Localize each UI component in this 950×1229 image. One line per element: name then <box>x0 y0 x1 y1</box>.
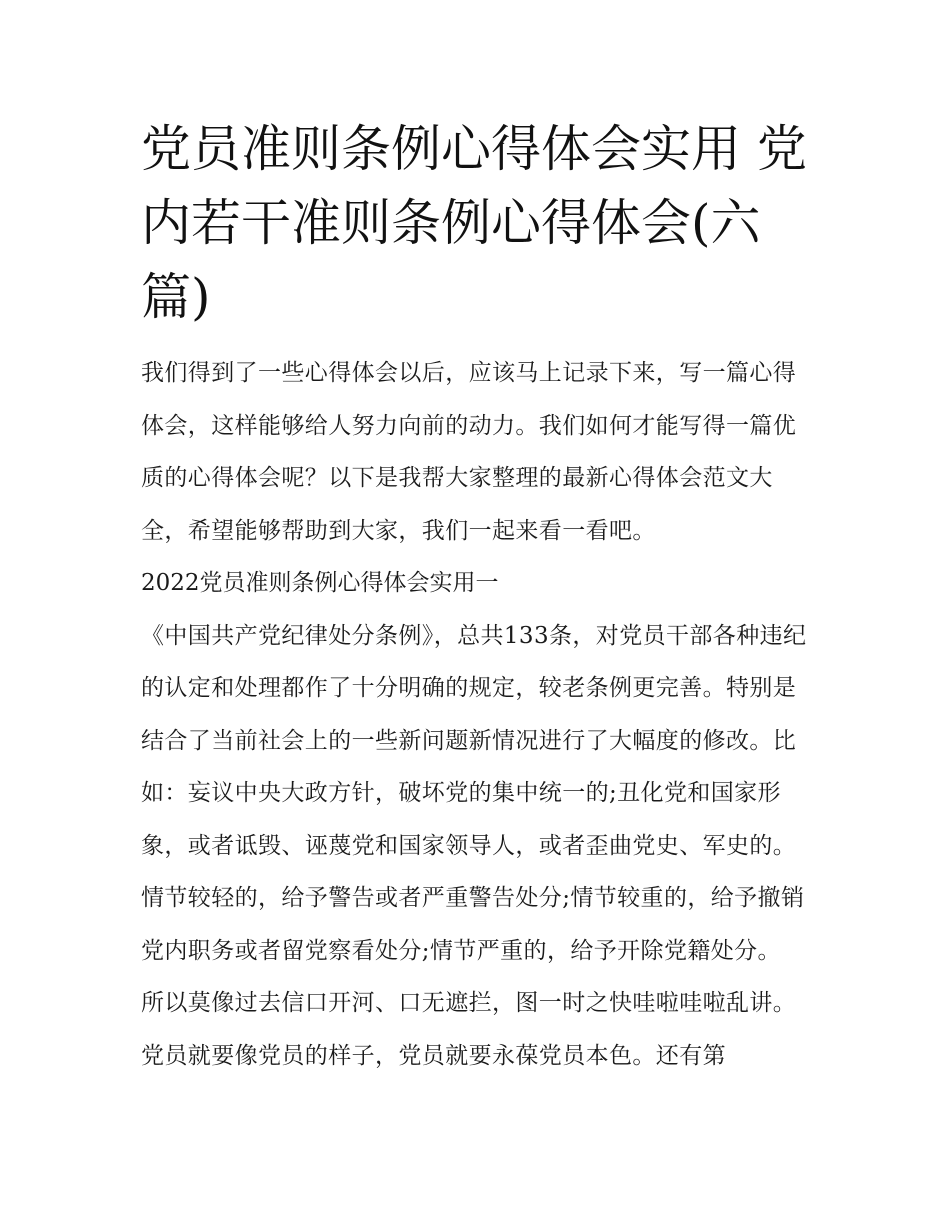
section-heading: 2022党员准则条例心得体会实用一 <box>141 570 499 596</box>
document-body <box>141 112 813 1082</box>
body-paragraph: 《中国共产党纪律处分条例》，总共133条，对党员干部各种违纪的认定和处理都作了十分明确的规定，较老条例更完善。特别是结合了当前社会上的一些新问题新情况进行了大幅度的修改。比如：妄议中央大政方针，破坏党的集中统一的;丑化党和国家形象，或者诋毁、诬蔑党和国家领导人，或者歪曲党史、军史的。情节较轻的，给予警告或者严重警告处分;情节较重的，给予撤销党内职务或者留党察看处分;情节严重的，给予开除党籍处分。 <box>141 622 807 964</box>
body-paragraph: 所以莫像过去信口开河、口无遮拦，图一时之快哇啦哇啦乱讲。党员就要像党员的样子，党员就要永葆党员本色。还有第 <box>141 990 797 1069</box>
intro-paragraph: 我们得到了一些心得体会以后，应该马上记录下来，写一篇心得体会，这样能够给人努力向前的动力。我们如何才能写得一篇优质的心得体会呢？以下是我帮大家整理的最新心得体会范文大全，希望能够帮助到大家，我们一起来看一看吧。 <box>141 360 797 544</box>
document-title: 党员准则条例心得体会实用 党内若干准则条例心得体会(六篇) <box>141 120 807 326</box>
